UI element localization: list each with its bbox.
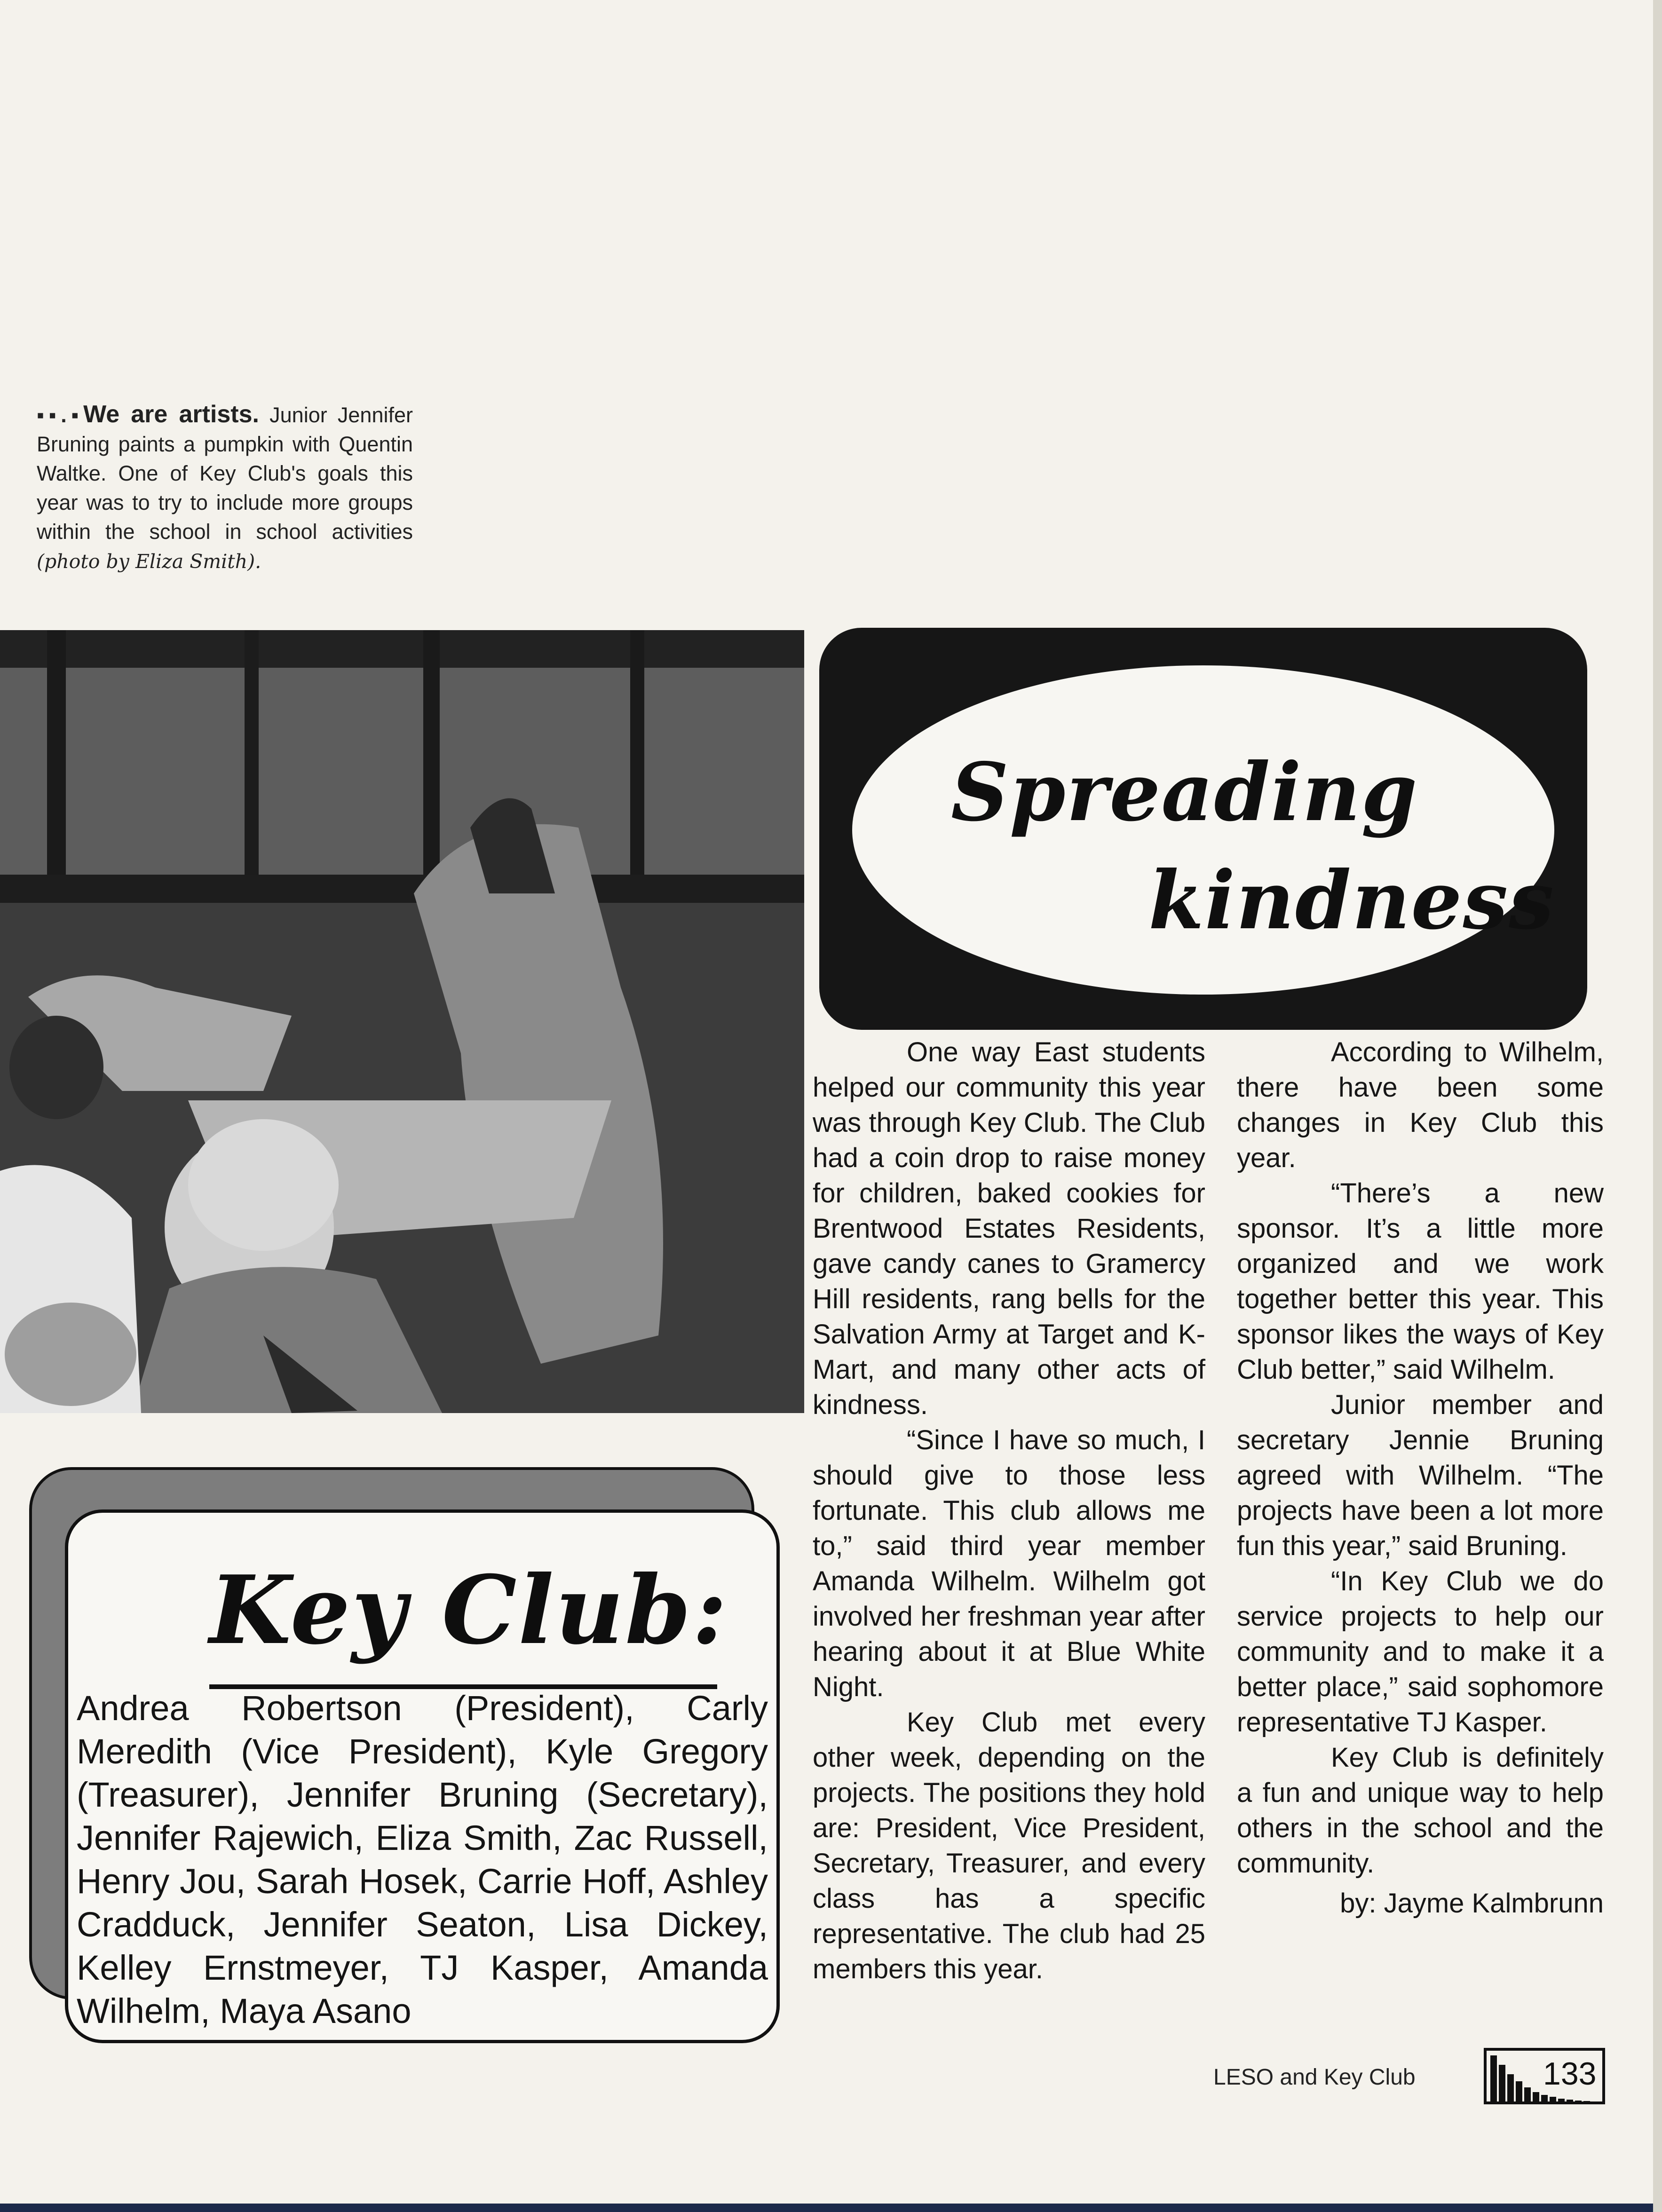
byline: by: Jayme Kalmbrunn	[1340, 1888, 1604, 1919]
article-paragraph: According to Wilhelm, there have been some changes in Key Club this year.	[1237, 1037, 1604, 1173]
key-club-title: Key Club:	[209, 1555, 728, 1666]
page-number: 133	[1543, 2056, 1597, 2092]
key-club-box	[65, 1509, 780, 2043]
page-folio	[1484, 2048, 1605, 2104]
section-label: LESO and Key Club	[1213, 2065, 1416, 2090]
scan-right-edge	[1653, 0, 1662, 2212]
caption-text: Junior Jennifer Bruning paints a pumpkin with Quentin Waltke. One of Key Club's goals this year was to try to include more groups within the school in school activities	[37, 403, 413, 544]
article-paragraph: Key Club met every other week, depending on the projects. The positions they hold are: President, Vice President, Secretary, Treasurer, and every class has a specific representative. The club had 25 members this year.	[813, 1707, 1205, 1984]
article-column-2	[1237, 1035, 1604, 1921]
club-photo	[0, 630, 804, 1413]
article-column-1	[813, 1035, 1205, 1987]
article-paragraph: Junior member and secretary Jennie Bruning agreed with Wilhelm. “The projects have been a lot more fun this year,” said Bruning.	[1237, 1390, 1604, 1561]
photo-credit: (photo by Eliza Smith).	[37, 550, 261, 573]
scan-bottom-edge	[0, 2204, 1662, 2212]
article-paragraph: One way East students helped our community this year was through Key Club. The Club had a coin drop to raise money for children, baked cookies for Brentwood Estates Residents, gave candy canes to Gramercy Hill residents, rang bells for the Salvation Army at Target and K-Mart, and many other acts of kindness.	[813, 1037, 1205, 1420]
headline-line-1: Spreading	[951, 745, 1418, 839]
article-paragraph: “There’s a new sponsor. It’s a little more organized and we work together better this year. This sponsor likes the ways of Key Club better,” said Wilhelm.	[1237, 1178, 1604, 1385]
headline-banner	[819, 628, 1587, 1030]
headline-line-2: kindness	[1148, 853, 1555, 948]
photo-caption	[37, 400, 413, 576]
caption-lead: We are artists.	[83, 401, 259, 428]
article-paragraph: “In Key Club we do service projects to help our community and to make it a better place,” said sophomore representative TJ Kasper.	[1237, 1566, 1604, 1738]
article-paragraph: “Since I have so much, I should give to those less fortunate. This club allows me to,” said third year member Amanda Wilhelm. Wilhelm got involved her freshman year after hearing about it at Blue White Night.	[813, 1425, 1205, 1702]
article-paragraph: Key Club is definitely a fun and unique way to help others in the school and the community.	[1237, 1742, 1604, 1879]
member-list: Andrea Robertson (President), Carly Meredith (Vice President), Kyle Gregory (Treasurer), Jennifer Bruning (Secretary), Jennifer Rajewich, Eliza Smith, Zac Russell, Henry Jou, Sarah Hosek, Carrie Hoff, Ashley Cradduck, Jennifer Seaton, Lisa Dickey, Kelley Ernstmeyer, TJ Kasper, Amanda Wilhelm, Maya Asano	[77, 1689, 768, 2030]
caption-marker: ▪▪.▪	[37, 403, 84, 427]
